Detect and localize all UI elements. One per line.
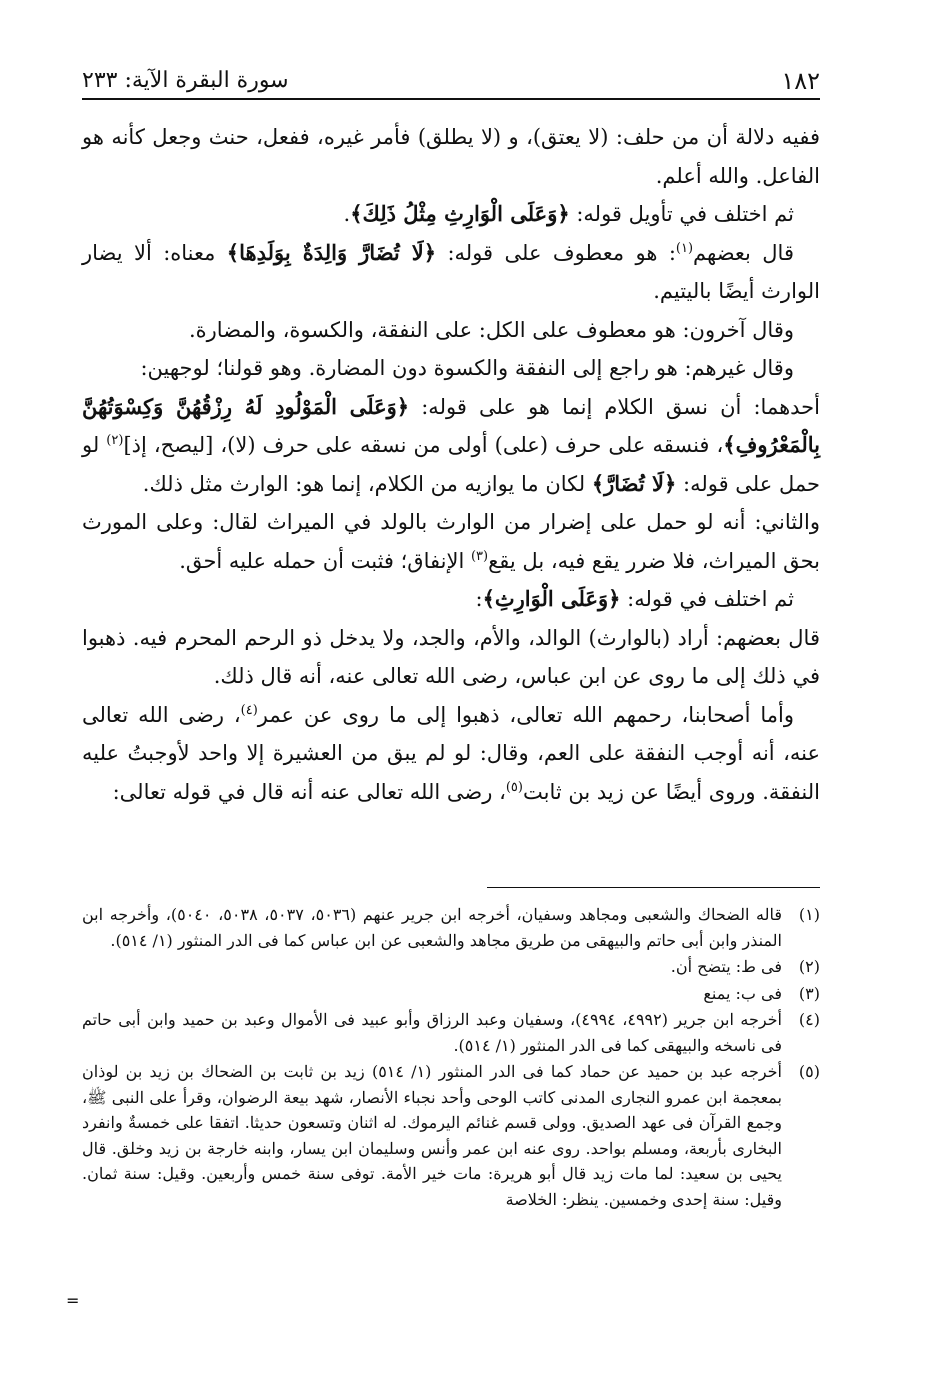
page-number: ١٨٢ <box>781 67 820 95</box>
paragraph <box>82 503 820 580</box>
footnote-text: أخرجه ابن جرير (٤٩٩٢، ٤٩٩٤)، وسفيان وعبد الرزاق وأبو عبيد فى الأموال وعبد بن حميد وابن أبى حاتم فى ناسخه والبيهقى كما فى الدر المنثور (١/ ٥١٤). <box>82 1010 783 1055</box>
text-run: الإنفاق؛ فثبت أن حمله عليه أحق. <box>179 548 471 573</box>
footnote-number: (٥) <box>798 1062 820 1081</box>
footnote <box>82 1007 820 1058</box>
text-run: . <box>343 202 351 226</box>
quran-quote: ﴿وَعَلَى الْوَارِثِ مِثْلُ ذَلِكَ﴾ <box>350 201 570 226</box>
paragraph: وقال غيرهم: هو راجع إلى النفقة والكسوة دون المضارة. وهو قولنا؛ لوجهين: <box>140 356 794 380</box>
paragraph <box>82 195 820 234</box>
footnote-text: أخرجه عبد بن حميد عن حماد كما فى الدر المنثور (١/ ٥١٤) زيد بن ثابت بن الضحاك بن زيد بن لوذان بمعجمة ابن عمرو النجارى المدنى كاتب الوحى وأحد نجباء الأنصار، شهد بيعة الرضوان، وقرأ على النبى ﷺ، وجمع القرآن فى عهد الصديق. وولى قسم غنائم اليرموك. له اثنان وتسعون حديثا. اتفقا على خمسةٌ وانفرد البخارى بأربعة، ومسلم بواحد. روى عنه ابن عمر وأنس وسليمان ابن يسار، وابنه خارجة بن زيد وخلق. قال يحيى بن سعيد: لما مات زيد قال أبو هريرة: مات خير الأمة. توفى سنة خمس وأربعين. وقيل: سنة ثمان. وقيل: سنة إحدى وخمسين. ينظر: الخلاصة <box>82 1062 782 1209</box>
footnote <box>82 954 820 980</box>
footnote-ref: (٥) <box>505 779 523 795</box>
paragraph: ففيه دلالة أن من حلف: (لا يعتق)، و (لا يطلق) فأمر غيره، ففعل، حنث وجعل كأنه هو الفاعل. والله أعلم. <box>82 125 820 188</box>
continuation-mark: = <box>66 1291 80 1310</box>
text-run: : هو معطوف على قوله: <box>436 240 676 265</box>
paragraph <box>82 580 820 619</box>
footnote-number: (٢) <box>798 957 820 976</box>
footnote-number: (٣) <box>798 983 820 1003</box>
main-text <box>82 118 820 811</box>
footnote-ref: (١) <box>675 240 694 256</box>
footnote-ref: (٢) <box>106 433 124 448</box>
footnote-ref: (٤) <box>240 702 258 718</box>
footnote <box>82 1059 820 1212</box>
text-run: ثم اختلف في تأويل قوله: <box>569 202 794 226</box>
text-run: لو حمل على قوله: <box>82 433 820 496</box>
text-run: ، رضى الله تعالى عنه، أنه أوجب النفقة على العم، وقال: لو لم يبق من العشيرة إلا واحد لأوجبتُ عليه النفقة. وروى أيضًا عن زيد بن ثابت <box>82 702 820 804</box>
text-run: أحدهما: أن نسق الكلام إنما هو على قوله: <box>409 394 821 419</box>
paragraph <box>82 234 820 311</box>
text-run: : <box>475 587 483 611</box>
text-run: والثاني: أنه لو حمل على إضرار من الوارث بالولد في الميراث لقال: وعلى المورث بحق الميراث، فلا ضرر يقع فيه، بل يقع <box>82 510 820 573</box>
text-run: لكان ما يوازيه من الكلام، إنما هو: الوارث مثل ذلك. <box>142 471 592 496</box>
footnote-ref: (٣) <box>470 548 489 564</box>
quran-quote: ﴿وَعَلَى الْمَوْلُودِ لَهُ رِزْقُهُنَّ وَكِسْوَتُهُنَّ بِالْمَعْرُوفِ﴾ <box>82 393 820 457</box>
header-rule <box>82 98 820 100</box>
footnotes <box>82 902 820 1213</box>
footnote-rule <box>487 887 820 888</box>
text-run: ثم اختلف في قوله: <box>620 587 794 611</box>
footnote-text: قاله الضحاك والشعبى ومجاهد وسفيان، أخرجه ابن جرير عنهم (٥٠٣٦، ٥٠٣٧، ٥٠٣٨، ٥٠٤٠)، وأخرجه ابن المنذر وابن أبى حاتم والبيهقى من طريق مجاهد والشعبى عن ابن عباس كما فى الدر المنثور (١/ ٥١٤). <box>82 905 782 950</box>
text-run: ، فنسقه على حرف (على) أولى من نسقه على حرف (لا)، [ليصح، إذ] <box>123 433 724 457</box>
footnote-text: فى ب: يمنع <box>703 983 782 1003</box>
paragraph <box>82 696 820 812</box>
quran-quote: ﴿لَا تُضَارَّ﴾ <box>591 470 677 496</box>
text-run: وأما أصحابنا، رحمهم الله تعالى، ذهبوا إلى ما روى عن عمر <box>257 702 795 727</box>
text-run: معناه: ألا يضار الوارث أيضًا باليتيم. <box>82 240 820 303</box>
quran-quote: ﴿وَعَلَى الْوَارِثِ﴾ <box>482 586 621 611</box>
footnote-text: فى ط: يتضح أن. <box>670 957 782 976</box>
footnote-number: (٤) <box>798 1010 820 1029</box>
running-header <box>82 58 820 96</box>
quran-quote: ﴿لَا تُضَارَّ وَالِدَةٌ بِوَلَدِهَا﴾ <box>226 239 437 265</box>
footnote <box>82 981 820 1007</box>
paragraph <box>82 388 820 504</box>
paragraph: قال بعضهم: أراد (بالوارث) الوالد، والأم، والجد، ولا يدخل ذو الرحم المحرم فيه. ذهبوا في ذلك إلى ما روى عن ابن عباس، رضى الله تعالى عنه، أنه قال ذلك. <box>82 625 820 688</box>
text-run: قال بعضهم <box>693 240 794 265</box>
surah-title: سورة البقرة الآية: ٢٣٣ <box>82 68 289 93</box>
footnote-number: (١) <box>798 905 820 924</box>
text-run: ، رضى الله تعالى عنه أنه قال في قوله تعالى: <box>112 779 506 804</box>
paragraph: وقال آخرون: هو معطوف على الكل: على النفقة، والكسوة، والمضارة. <box>188 317 794 342</box>
footnote <box>82 902 820 953</box>
